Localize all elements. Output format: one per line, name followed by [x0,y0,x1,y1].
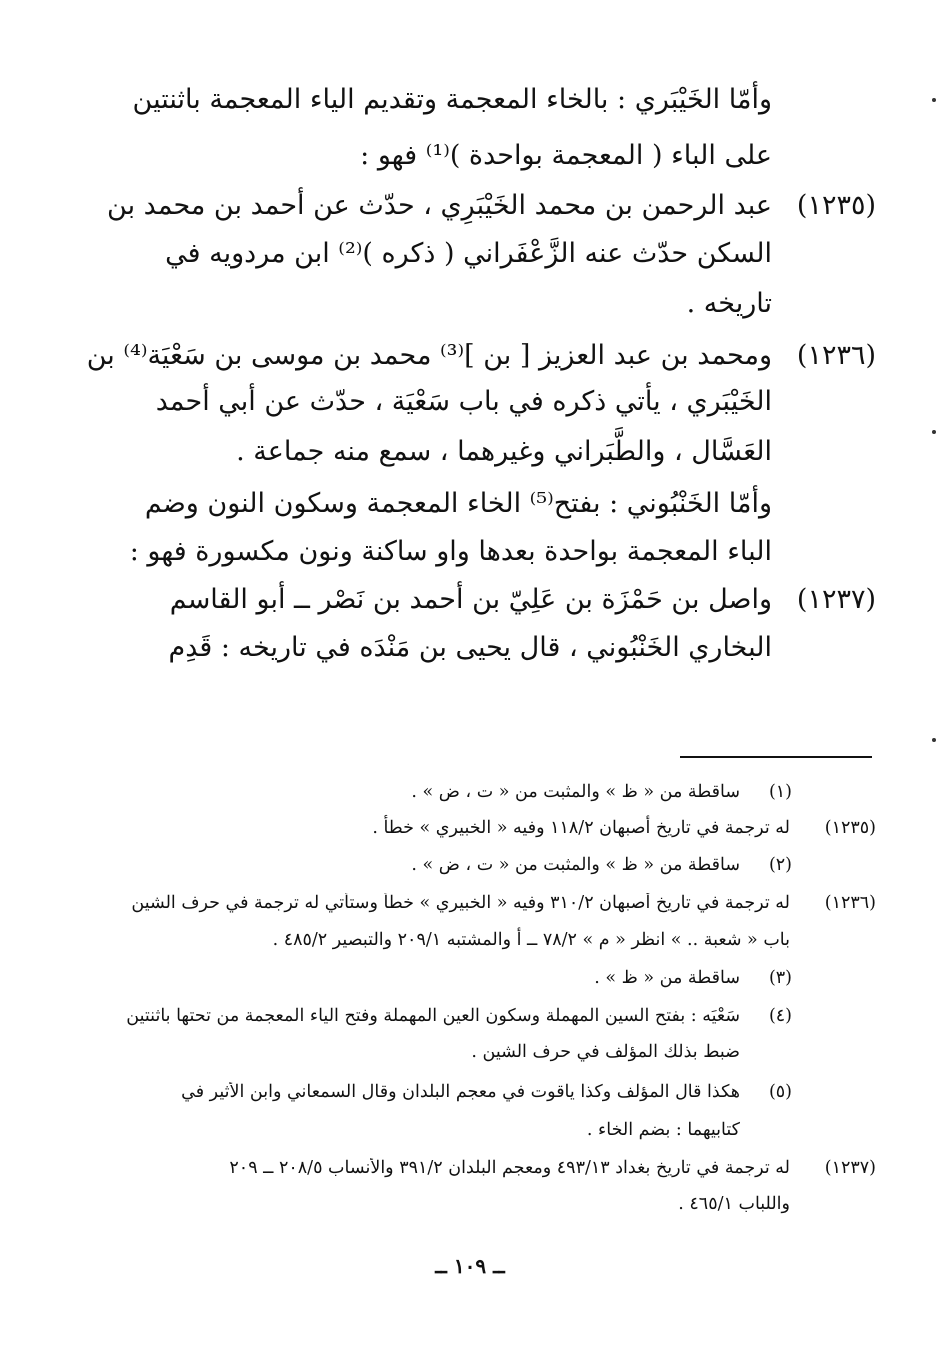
intro-khaybari-line-2: على الباء ( المعجمة بواحدة )⁽¹⁾ فهو : [360,140,772,171]
entry-1236-line-1: ومحمد بن عبد العزيز [ بن ]⁽³⁾ محمد بن موسى بن سَعْيَة⁽⁴⁾ بن [86,340,772,371]
entry-1237-line-1: واصل بن حَمْزَة بن عَلِيّ بن أحمد بن نَصْر ــ أبو القاسم [169,584,772,615]
scan-speck [932,738,936,742]
footnote-5-line-2: كتابيهما : بضم الخاء . [586,1120,740,1140]
footnote-4-line-2: ضبط بذلك المؤلف في حرف الشين . [471,1042,740,1062]
footnote-number-1: (١) [768,782,792,802]
footnote-number-4: (٤) [768,1006,792,1026]
footnote-2: ساقطة من « ظ » والمثبت من « ت ، ض » . [411,855,740,875]
intro-khaybari-line-1: وأمّا الخَيْبَري : بالخاء المعجمة وتقديم الياء المعجمة باثنتين [132,84,772,115]
entry-1236-line-3: العَسَّال ، والطَّبَراني وغيرهما ، سمع منه جماعة . [236,436,772,467]
entry-1236-line-2: الخَيْبَري ، يأتي ذكره في باب سَعْيَة ، حدّث عن أبي أحمد [155,386,772,417]
footnote-1235: له ترجمة في تاريخ أصبهان ١١٨/٢ وفيه « الخبيري » خطأ . [372,818,790,838]
footnote-1236-line-1: له ترجمة في تاريخ أصبهان ٣١٠/٢ وفيه « الخبيري » خطأ وستأتي له ترجمة في حرف الشين [131,893,790,913]
footnote-number-2: (٢) [768,855,792,875]
entry-1235-line-3: تاريخه . [686,288,772,319]
footnote-3: ساقطة من « ظ » . [594,968,740,988]
scan-speck [932,98,936,102]
entry-number-1237: (١٢٣٧) [796,584,876,615]
footnote-1237-line-2: واللباب ٤٦٥/١ . [678,1194,790,1214]
footnote-number-1235: (١٢٣٥) [824,818,876,838]
footnote-number-1237: (١٢٣٧) [824,1158,876,1178]
footnote-1237-line-1: له ترجمة في تاريخ بغداد ٤٩٣/١٣ ومعجم البلدان ٣٩١/٢ والأنساب ٢٠٨/٥ ــ ٢٠٩ [229,1158,790,1178]
footnote-separator [680,756,872,758]
footnote-5-line-1: هكذا قال المؤلف وكذا ياقوت في معجم البلدان وقال السمعاني وابن الأثير في [181,1082,740,1102]
footnote-1: ساقطة من « ظ » والمثبت من « ت ، ض » . [411,782,740,802]
entry-1235-line-2: السكن حدّث عنه الزَّعْفَراني ( ذكره )⁽²⁾ ابن مردويه في [165,238,772,269]
entry-number-1236: (١٢٣٦) [796,340,876,371]
footnote-number-5: (٥) [768,1082,792,1102]
intro-khanbuni-line-1: وأمّا الخَنْبُوني : بفتح⁽⁵⁾ الخاء المعجمة وسكون النون وضم [144,488,772,519]
footnote-number-3: (٣) [768,968,792,988]
entry-1237-line-2: البخاري الخَنْبُوني ، قال يحيى بن مَنْدَه في تاريخه : قَدِم [168,632,772,663]
footnote-1236-line-2: باب « شعبة .. » انظر « م » ٧٨/٢ ــ أ والمشتبه ٢٠٩/١ والتبصير ٤٨٥/٢ . [272,930,790,950]
entry-number-1235: (١٢٣٥) [796,190,876,221]
scan-speck [932,430,936,434]
entry-1235-line-1: عبد الرحمن بن محمد الخَيْبَرِي ، حدّث عن أحمد بن محمد بن [107,190,772,221]
footnote-number-1236: (١٢٣٦) [824,893,876,913]
intro-khanbuni-line-2: الباء المعجمة بواحدة بعدها واو ساكنة ونون مكسورة فهو : [129,536,772,567]
page-number: ــ ١٠٩ ــ [435,1254,505,1278]
footnote-4-line-1: سَعْيَه : بفتح السين المهملة وسكون العين المهملة وفتح الياء المعجمة من تحتها باثنتين [126,1006,740,1026]
